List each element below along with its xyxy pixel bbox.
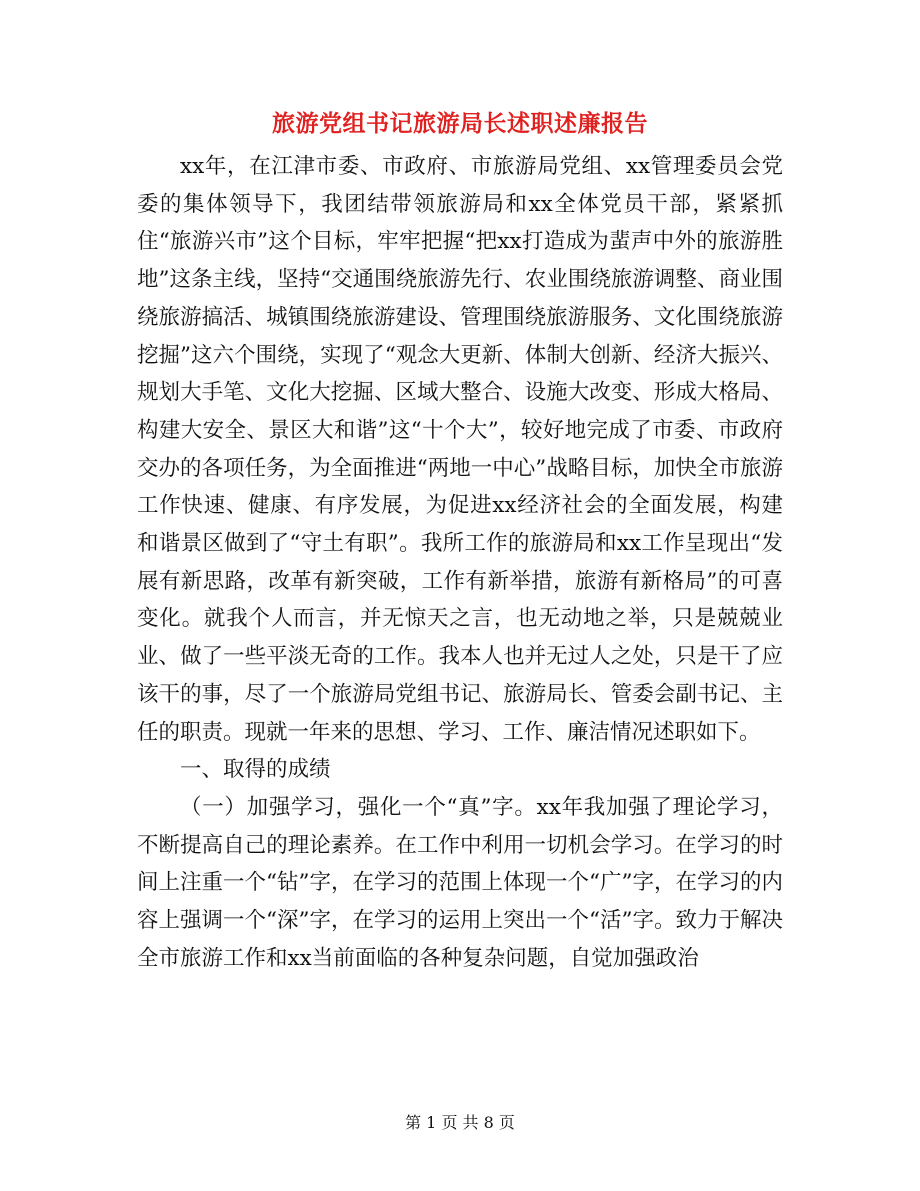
document-body <box>137 148 783 977</box>
section-paragraph: （一）加强学习，强化一个“真”字。xx年我加强了理论学习，不断提高自己的理论素养。在工作中利用一切机会学习。在学习的时间上注重一个“钻”字，在学习的范围上体现一个“广”字，在学习的内容上强调一个“深”字，在学习的运用上突出一个“活”字。致力于解决全市旅游工作和xx当前面临的各种复杂问题，自觉加强政治 <box>137 794 783 971</box>
intro-paragraph: xx年，在江津市委、市政府、市旅游局党组、xx管理委员会党委的集体领导下，我团结带领旅游局和xx全体党员干部，紧紧抓住“旅游兴市”这个目标，牢牢把握“把xx打造成为蜚声中外的旅游胜地”这条主线，坚持“交通围绕旅游先行、农业围绕旅游调整、商业围绕旅游搞活、城镇围绕旅游建设、管理围绕旅游服务、文化围绕旅游挖掘”这六个围绕，实现了“观念大更新、体制大创新、经济大振兴、规划大手笔、文化大挖掘、区域大整合、设施大改变、形成大格局、构建大安全、景区大和谐”这“十个大”，较好地完成了市委、市政府交办的各项任务，为全面推进“两地一中心”战略目标，加快全市旅游工作快速、健康、有序发展，为促进xx经济社会的全面发展，构建和谐景区做到了“守土有职”。我所工作的旅游局和xx工作呈现出“发展有新思路，改革有新突破，工作有新举措，旅游有新格局”的可喜变化。就我个人而言，并无惊天之言，也无动地之举，只是兢兢业业、做了一些平淡无奇的工作。我本人也并无过人之处，只是干了应该干的事，尽了一个旅游局党组书记、旅游局长、管委会副书记、主任的职责。现就一年来的思想、学习、工作、廉洁情况述职如下。 <box>137 154 783 745</box>
section-heading: 一、取得的成绩 <box>180 757 331 783</box>
document-title: 旅游党组书记旅游局长述职述廉报告 <box>272 110 648 137</box>
page-footer: 第 1 页 共 8 页 <box>405 1113 515 1132</box>
